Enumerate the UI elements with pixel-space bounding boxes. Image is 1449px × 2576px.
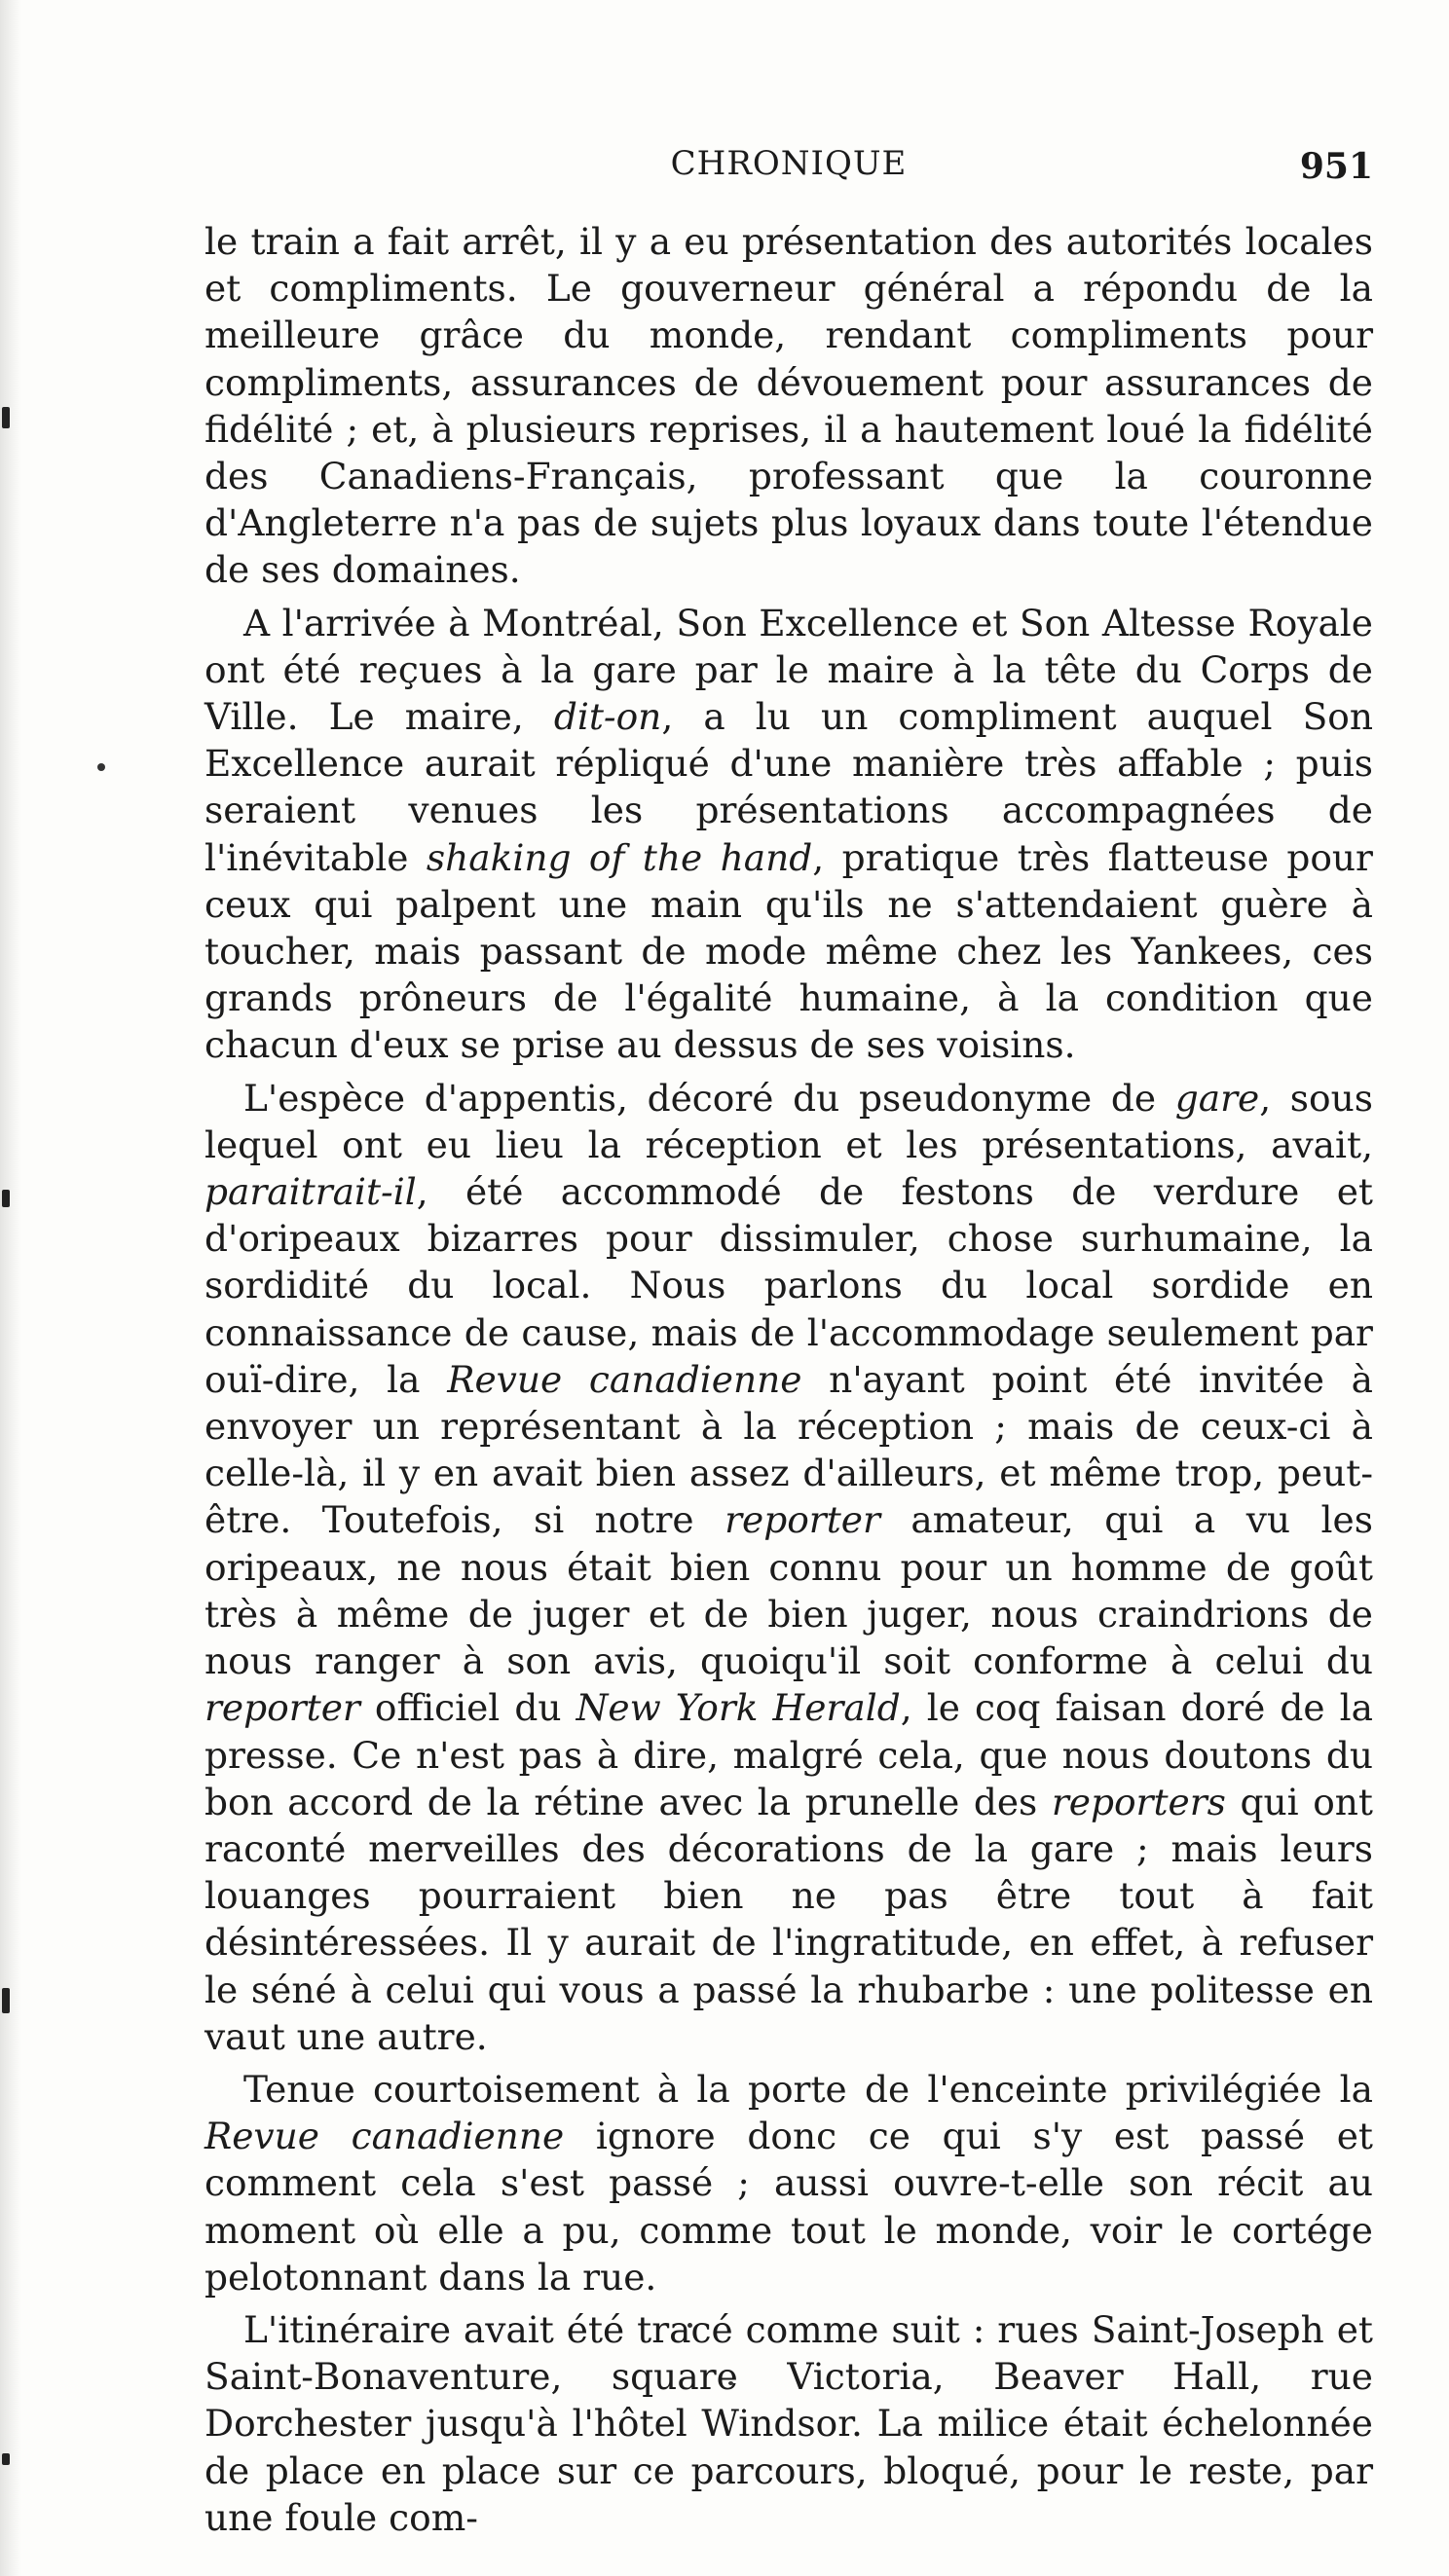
paragraph — [204, 1075, 1373, 2060]
text-run: Tenue courtoisement à la porte de l'enceinte privilégiée la — [243, 2067, 1373, 2111]
paragraph — [204, 2066, 1373, 2300]
running-title: CHRONIQUE — [670, 144, 908, 183]
text-run: , pratique très flatteuse pour ceux qui palpent une main qu'ils ne s'attendaient guère à toucher, mais passant de mode même chez les Yankees, ces grands prôneurs de l'égalité humaine, à la condition que chacun d'eux se prise au dessus de ses voisins. — [204, 835, 1373, 1067]
text-run: amateur, qui a vu les oripeaux, ne nous était bien connu pour un homme de goût très à même de juger et de bien juger, nous craindrions de nous ranger à son avis, quoiqu'il soit conforme à celui du — [204, 1498, 1373, 1683]
text-run: , a lu un compliment auquel Son Excellence aurait répliqué d'une manière très affable ; puis seraient venues les présentations accompagnées de l'inévitable — [204, 695, 1373, 879]
text-run: qui ont raconté merveilles des décorations de la gare ; mais leurs louanges pourraient bien ne pas être tout à fait désintéressées. Il y aurait de l'ingratitude, en effet, à refuser le séné à celui qui vous a passé la rhubarbe : une politesse en vaut une autre. — [204, 1780, 1373, 2058]
text-run: A l'arrivée à Montréal, Son Excellence et Son Altesse Royale ont été reçues à la gare par le maire à la tête du Corps de Ville. Le maire, — [204, 601, 1373, 739]
paragraph — [204, 218, 1373, 594]
edge-mark — [2, 1988, 10, 2013]
chronicle-text — [204, 218, 1373, 2541]
text-run: L'itinéraire avait été tracé comme suit : rues Saint-Joseph et Saint-Bonaventure, square Victoria, Beaver Hall, rue Dorchester jusqu'à l'hôtel Windsor. La milice était échelonnée de place en place sur ce parcours, bloqué, pour le reste, par une foule com- — [204, 2307, 1373, 2539]
ink-speck — [97, 763, 105, 771]
text-run: n'ayant point été invitée à envoyer un représentant à la réception ; mais de ceux-ci à celle-là, il y en avait bien assez d'ailleurs, et même trop, peut-être. Toutefois, si notre — [204, 1357, 1373, 1542]
edge-mark — [2, 407, 10, 428]
italic-run: paraitrait-il — [204, 1170, 417, 1214]
text-run: L'espèce d'appentis, décoré du pseudonyme de — [243, 1076, 1175, 1120]
text-run: , sous lequel ont eu lieu la réception et les présentations, avait, — [204, 1076, 1374, 1166]
paragraph — [204, 600, 1373, 1069]
binding-edge — [0, 0, 21, 2576]
text-run: le train a fait arrêt, il y a eu présentation des autorités locales et compliments. Le gouverneur général a répondu de la meilleure grâce du monde, rendant compliments pour compliments, assurances de dévouement pour assurances de fidélité ; et, à plusieurs reprises, il a hautement loué la fidélité des Canadiens-Français, professant que la couronne d'Angleterre n'a pas de sujets plus loyaux dans toute l'étendue de ses domaines. — [204, 220, 1373, 592]
text-run: officiel du — [359, 1686, 576, 1730]
italic-run: reporter — [724, 1498, 880, 1542]
text-run: , le coq faisan doré de la presse. Ce n'est pas à dire, malgré cela, que nous doutons du bon accord de la rétine avec la prunelle des — [204, 1686, 1374, 1823]
edge-mark — [2, 1190, 10, 1207]
paragraph — [204, 2306, 1373, 2541]
italic-run: reporter — [204, 1686, 360, 1730]
page-number: 951 — [1299, 146, 1373, 187]
text-run: ignore donc ce qui s'y est passé et comment cela s'est passé ; aussi ouvre-t-elle son récit au moment où elle a pu, comme tout le monde, voir le cortége pelotonnant dans la rue. — [204, 2115, 1373, 2299]
italic-run: gare — [1174, 1076, 1260, 1120]
text-run: , été accommodé de festons de verdure et d'oripeaux bizarres pour dissimuler, chose surhumaine, la sordidité du local. Nous parlons du local sordide en connaissance de cause, mais de l'accommodage seulement par ouï-dire, la — [204, 1170, 1373, 1401]
edge-mark — [2, 2453, 10, 2465]
page-header — [204, 144, 1373, 193]
italic-run: dit-on — [553, 695, 662, 739]
italic-run: shaking of the hand — [426, 835, 813, 879]
italic-run: Revue canadienne — [204, 2115, 565, 2158]
italic-run: Revue canadienne — [447, 1357, 802, 1401]
italic-run: reporters — [1051, 1780, 1226, 1823]
italic-run: New York Herald — [576, 1686, 901, 1730]
